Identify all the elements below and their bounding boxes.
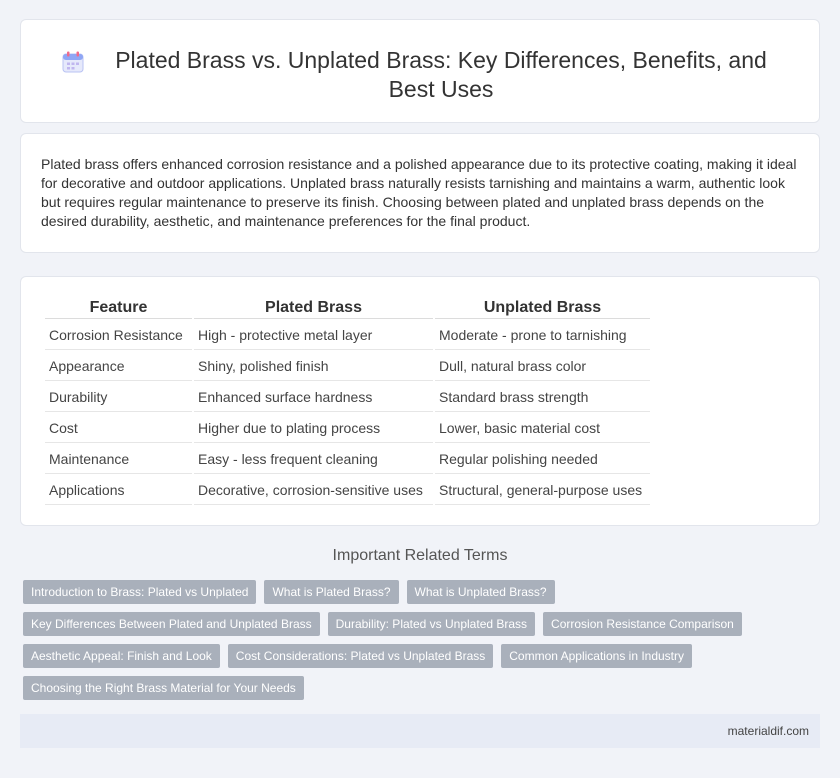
- tag-row: [23, 580, 803, 604]
- table-header-row: [45, 297, 650, 319]
- column-header-unplated: Unplated Brass: [435, 297, 650, 319]
- table-cell: Lower, basic material cost: [435, 414, 650, 443]
- column-header-plated: Plated Brass: [194, 297, 433, 319]
- header-card: [20, 19, 820, 123]
- related-term-tag[interactable]: Introduction to Brass: Plated vs Unplated: [23, 580, 256, 604]
- table-cell: Regular polishing needed: [435, 445, 650, 474]
- tag-row: [23, 676, 803, 700]
- table-cell: Durability: [45, 383, 192, 412]
- table-cell: Cost: [45, 414, 192, 443]
- table-row: [45, 321, 650, 350]
- comparison-table: [43, 295, 652, 507]
- related-term-tag[interactable]: Cost Considerations: Plated vs Unplated Brass: [228, 644, 493, 668]
- table-cell: Corrosion Resistance: [45, 321, 192, 350]
- table-row: [45, 476, 650, 505]
- table-row: [45, 445, 650, 474]
- related-term-tag[interactable]: Corrosion Resistance Comparison: [543, 612, 742, 636]
- intro-card: [20, 133, 820, 253]
- table-cell: High - protective metal layer: [194, 321, 433, 350]
- column-header-feature: Feature: [45, 297, 192, 319]
- related-term-tag[interactable]: What is Plated Brass?: [264, 580, 398, 604]
- related-term-tag[interactable]: Aesthetic Appeal: Finish and Look: [23, 644, 220, 668]
- footer: [20, 714, 820, 748]
- table-cell: Easy - less frequent cleaning: [194, 445, 433, 474]
- related-term-tag[interactable]: Key Differences Between Plated and Unplated Brass: [23, 612, 320, 636]
- page-title: Plated Brass vs. Unplated Brass: Key Differences, Benefits, and Best Uses: [115, 47, 767, 102]
- table-cell: Moderate - prone to tarnishing: [435, 321, 650, 350]
- related-term-tag[interactable]: What is Unplated Brass?: [407, 580, 555, 604]
- related-term-tag[interactable]: Common Applications in Industry: [501, 644, 692, 668]
- calendar-icon: [61, 50, 85, 74]
- table-cell: Applications: [45, 476, 192, 505]
- table-cell: Decorative, corrosion-sensitive uses: [194, 476, 433, 505]
- table-cell: Enhanced surface hardness: [194, 383, 433, 412]
- table-cell: Standard brass strength: [435, 383, 650, 412]
- table-cell: Higher due to plating process: [194, 414, 433, 443]
- related-term-tag[interactable]: Durability: Plated vs Unplated Brass: [328, 612, 535, 636]
- table-cell: Maintenance: [45, 445, 192, 474]
- comparison-card: [20, 276, 820, 526]
- related-terms-title: Important Related Terms: [332, 547, 508, 564]
- table-row: [45, 352, 650, 381]
- related-term-tag[interactable]: Choosing the Right Brass Material for Your Needs: [23, 676, 304, 700]
- intro-paragraph: Plated brass offers enhanced corrosion resistance and a polished appearance due to its protective coating, making it ideal for decorative and outdoor applications. Unplated brass naturally resists tarnishing and maintains a warm, authentic look but requires regular maintenance to preserve its finish. Choosing between plated and unplated brass depends on the desired durability, aesthetic, and maintenance preferences for the final product.: [41, 156, 797, 229]
- tag-row: [23, 612, 803, 636]
- table-cell: Structural, general-purpose uses: [435, 476, 650, 505]
- table-row: [45, 383, 650, 412]
- footer-site-link[interactable]: materialdif.com: [727, 724, 809, 738]
- table-cell: Dull, natural brass color: [435, 352, 650, 381]
- table-cell: Shiny, polished finish: [194, 352, 433, 381]
- tag-row: [23, 644, 803, 668]
- related-terms-list: [23, 580, 803, 708]
- table-cell: Appearance: [45, 352, 192, 381]
- table-row: [45, 414, 650, 443]
